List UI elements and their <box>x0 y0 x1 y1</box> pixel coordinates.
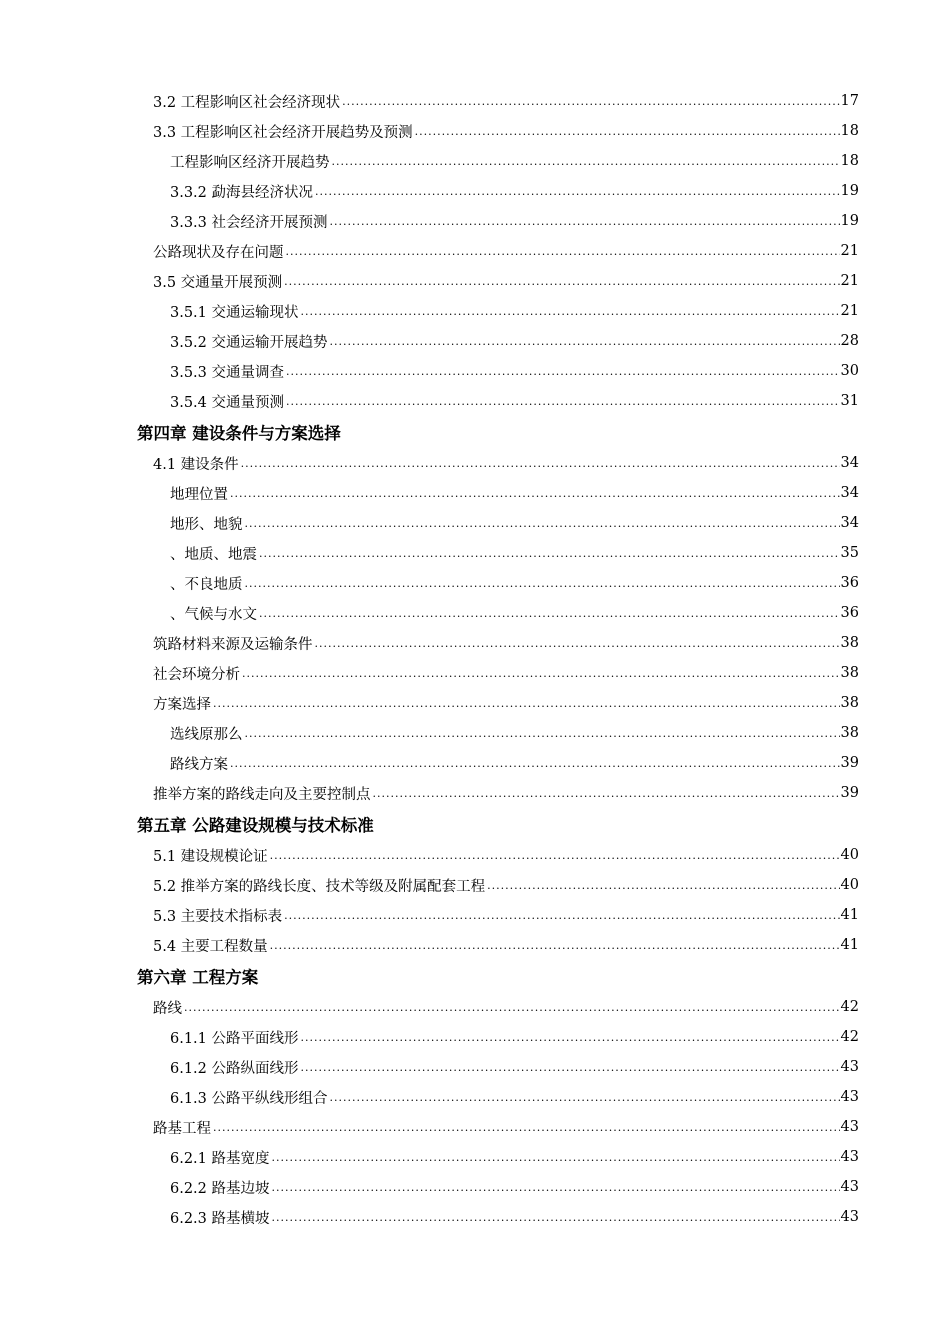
toc-entry[interactable] <box>0 1112 950 1142</box>
dot-leader <box>286 366 840 377</box>
toc-entry[interactable] <box>0 116 950 146</box>
toc-entry[interactable] <box>0 658 950 688</box>
dot-leader <box>270 850 840 861</box>
toc-page-number: 43 <box>840 1149 859 1165</box>
toc-entry-title: 6.2.2 路基边坡 <box>170 1177 271 1198</box>
toc-entry[interactable] <box>0 870 950 900</box>
toc-entry[interactable] <box>0 568 950 598</box>
toc-entry[interactable] <box>0 176 950 206</box>
dot-leader <box>245 518 840 529</box>
toc-entry[interactable] <box>0 688 950 718</box>
toc-entry[interactable] <box>0 86 950 116</box>
toc-entry-title: 选线原那么 <box>170 723 244 744</box>
toc-entry-title: 3.5.2 交通运输开展趋势 <box>170 331 329 352</box>
dot-leader <box>272 1212 840 1223</box>
toc-entry[interactable] <box>0 900 950 930</box>
toc-entry-title: 3.5 交通量开展预测 <box>153 271 283 292</box>
toc-entry-title: 6.1.3 公路平纵线形组合 <box>170 1087 329 1108</box>
toc-entry-title: 3.3.2 勐海县经济状况 <box>170 181 314 202</box>
toc-entry-title: 6.2.3 路基横坡 <box>170 1207 271 1228</box>
toc-entry[interactable] <box>0 1142 950 1172</box>
toc-entry-title: 工程影响区经济开展趋势 <box>170 151 331 172</box>
toc-page-number: 38 <box>840 725 859 741</box>
toc-page-number: 43 <box>840 1179 859 1195</box>
dot-leader <box>259 608 840 619</box>
toc-entry[interactable] <box>0 538 950 568</box>
dot-leader <box>184 1002 840 1013</box>
toc-entry[interactable] <box>0 748 950 778</box>
toc-page-number: 19 <box>840 183 859 199</box>
toc-page-number: 39 <box>840 755 859 771</box>
toc-entry-title: 、不良地质 <box>170 573 244 594</box>
toc-entry-title: 路基工程 <box>153 1117 212 1138</box>
toc-page-number: 41 <box>840 937 859 953</box>
toc-entry[interactable] <box>0 1052 950 1082</box>
toc-entry-title: 3.2 工程影响区社会经济现状 <box>153 91 341 112</box>
toc-entry[interactable] <box>0 930 950 960</box>
dot-leader <box>330 1092 840 1103</box>
toc-entry[interactable] <box>0 448 950 478</box>
toc-entry[interactable] <box>0 296 950 326</box>
toc-entry-title: 3.5.3 交通量调查 <box>170 361 285 382</box>
dot-leader <box>330 216 840 227</box>
dot-leader <box>259 548 840 559</box>
dot-leader <box>330 336 840 347</box>
dot-leader <box>301 306 840 317</box>
toc-entry-title: 3.5.4 交通量预测 <box>170 391 285 412</box>
toc-entry-title: 3.3.3 社会经济开展预测 <box>170 211 329 232</box>
toc-page-number: 39 <box>840 785 859 801</box>
toc-entry-title: 5.1 建设规模论证 <box>153 845 269 866</box>
toc-entry-title: 6.1.2 公路纵面线形 <box>170 1057 300 1078</box>
toc-entry[interactable] <box>0 386 950 416</box>
dot-leader <box>272 1152 840 1163</box>
toc-page-number: 43 <box>840 1089 859 1105</box>
table-of-contents <box>0 86 950 1232</box>
toc-page-number: 34 <box>840 485 859 501</box>
toc-entry-title: 社会环境分析 <box>153 663 241 684</box>
toc-entry[interactable] <box>0 478 950 508</box>
chapter-title: 第六章 工程方案 <box>137 968 259 987</box>
toc-entry[interactable] <box>0 236 950 266</box>
chapter-title: 第五章 公路建设规模与技术标准 <box>137 816 374 835</box>
toc-entry[interactable] <box>0 1022 950 1052</box>
toc-entry[interactable] <box>0 1172 950 1202</box>
toc-page-number: 31 <box>840 393 859 409</box>
dot-leader <box>284 276 839 287</box>
toc-page-number: 41 <box>840 907 859 923</box>
toc-entry-title: 推举方案的路线走向及主要控制点 <box>153 783 372 804</box>
toc-entry-title: 地理位置 <box>170 483 229 504</box>
toc-entry-title: 6.1.1 公路平面线形 <box>170 1027 300 1048</box>
toc-page-number: 19 <box>840 213 859 229</box>
toc-entry[interactable] <box>0 1202 950 1232</box>
toc-entry-title: 路线方案 <box>170 753 229 774</box>
toc-page-number: 21 <box>840 273 859 289</box>
toc-entry[interactable] <box>0 1082 950 1112</box>
dot-leader <box>284 910 839 921</box>
toc-entry[interactable] <box>0 356 950 386</box>
toc-entry-title: 地形、地貌 <box>170 513 244 534</box>
toc-page-number: 42 <box>840 999 859 1015</box>
toc-entry-title: 5.4 主要工程数量 <box>153 935 269 956</box>
toc-page-number: 43 <box>840 1119 859 1135</box>
toc-entry[interactable] <box>0 326 950 356</box>
toc-entry[interactable] <box>0 598 950 628</box>
toc-entry[interactable] <box>0 508 950 538</box>
chapter-title: 第四章 建设条件与方案选择 <box>137 424 341 443</box>
toc-entry-title: 路线 <box>153 997 183 1018</box>
dot-leader <box>245 578 840 589</box>
toc-chapter-heading[interactable] <box>0 808 950 840</box>
toc-page-number: 30 <box>840 363 859 379</box>
toc-page-number: 34 <box>840 455 859 471</box>
toc-page-number: 40 <box>840 847 859 863</box>
dot-leader <box>230 488 840 499</box>
dot-leader <box>342 96 839 107</box>
toc-page-number: 28 <box>840 333 859 349</box>
dot-leader <box>272 1182 840 1193</box>
dot-leader <box>373 788 840 799</box>
toc-entry[interactable] <box>0 992 950 1022</box>
toc-entry-title: 方案选择 <box>153 693 212 714</box>
toc-entry[interactable] <box>0 840 950 870</box>
dot-leader <box>286 396 840 407</box>
toc-entry[interactable] <box>0 628 950 658</box>
toc-page-number: 21 <box>840 303 859 319</box>
dot-leader <box>415 126 840 137</box>
toc-entry[interactable] <box>0 778 950 808</box>
toc-entry-title: 5.3 主要技术指标表 <box>153 905 283 926</box>
toc-page-number: 43 <box>840 1059 859 1075</box>
dot-leader <box>286 246 840 257</box>
toc-chapter-heading[interactable] <box>0 416 950 448</box>
toc-entry-title: 3.3 工程影响区社会经济开展趋势及预测 <box>153 121 414 142</box>
toc-page-number: 36 <box>840 605 859 621</box>
dot-leader <box>245 728 840 739</box>
dot-leader <box>301 1032 840 1043</box>
dot-leader <box>315 638 840 649</box>
toc-page-number: 21 <box>840 243 859 259</box>
dot-leader <box>487 880 839 891</box>
toc-entry[interactable] <box>0 266 950 296</box>
toc-entry-title: 5.2 推举方案的路线长度、技术等级及附属配套工程 <box>153 875 486 896</box>
toc-page-number: 43 <box>840 1209 859 1225</box>
dot-leader <box>270 940 840 951</box>
toc-entry[interactable] <box>0 206 950 236</box>
dot-leader <box>315 186 840 197</box>
toc-entry[interactable] <box>0 718 950 748</box>
toc-page-number: 17 <box>840 93 859 109</box>
toc-page-number: 18 <box>840 123 859 139</box>
dot-leader <box>332 156 840 167</box>
toc-entry-title: 4.1 建设条件 <box>153 453 240 474</box>
toc-entry-title: 、气候与水文 <box>170 603 258 624</box>
toc-page-number: 42 <box>840 1029 859 1045</box>
dot-leader <box>213 698 840 709</box>
toc-page-number: 38 <box>840 635 859 651</box>
dot-leader <box>213 1122 840 1133</box>
toc-page-number: 34 <box>840 515 859 531</box>
toc-page-number: 38 <box>840 695 859 711</box>
toc-entry-title: 6.2.1 路基宽度 <box>170 1147 271 1168</box>
toc-entry-title: 公路现状及存在问题 <box>153 241 285 262</box>
toc-page-number: 38 <box>840 665 859 681</box>
dot-leader <box>242 668 840 679</box>
toc-chapter-heading[interactable] <box>0 960 950 992</box>
dot-leader <box>230 758 840 769</box>
toc-entry[interactable] <box>0 146 950 176</box>
toc-entry-title: 筑路材料来源及运输条件 <box>153 633 314 654</box>
toc-page-number: 40 <box>840 877 859 893</box>
toc-page-number: 35 <box>840 545 859 561</box>
toc-page-number: 36 <box>840 575 859 591</box>
dot-leader <box>241 458 840 469</box>
toc-entry-title: 、地质、地震 <box>170 543 258 564</box>
toc-page-number: 18 <box>840 153 859 169</box>
toc-entry-title: 3.5.1 交通运输现状 <box>170 301 300 322</box>
dot-leader <box>301 1062 840 1073</box>
